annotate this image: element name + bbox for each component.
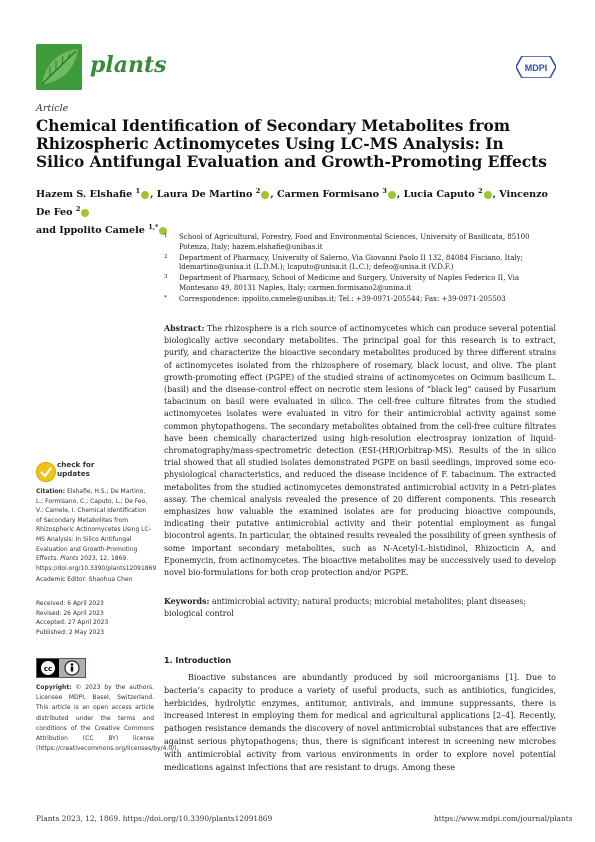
affiliation-item [164, 295, 556, 305]
check-for-updates-button[interactable] [57, 461, 94, 478]
abstract [164, 323, 556, 579]
check-updates-line1: check for [57, 460, 95, 469]
affiliation-number: 1 [164, 233, 168, 239]
journal-logo [36, 44, 82, 90]
affiliation-number: 2 [164, 253, 168, 260]
affiliation-number: * [164, 294, 167, 301]
affiliation-text: School of Agricultural, Forestry, Food and Environmental Sciences, University of Basilicata, 85100 Potenza, Italy; hazem.elshafie@unibas.it [179, 233, 530, 251]
paper-title: Chemical Identification of Secondary Metabolites from Rhizospheric Actinomycetes Using LC-MS Analysis: In Silico Antifungal Evaluation and Growth-Promoting Effects [36, 117, 547, 171]
check-updates-line2: updates [57, 468, 90, 478]
author-sup: 3 [382, 187, 387, 195]
citation-label: Citation: [36, 488, 66, 495]
svg-text:cc: cc [43, 665, 53, 673]
keywords-label: Keywords: [164, 597, 210, 606]
mdpi-text: MDPI [524, 63, 548, 73]
correspondence-text: Correspondence: ippolito.camele@unibas.it; Tel.: +39-0971-205544; Fax: +39-0971-205503 [179, 294, 506, 303]
academic-editor: Academic Editor: Shaohua Chen [36, 576, 133, 583]
revised-date: Revised: 26 April 2023 [36, 609, 104, 617]
abstract-label: Abstract: [164, 324, 205, 333]
affiliation-text: Department of Pharmacy, University of Salerno, Via Giovanni Paolo II 132, 84084 Fisciano, Italy; ldemartino@unisa.it (L.D.M.); lcaputo@unisa.it (L.C.); defeo@unisa.it (V.D.F.) [179, 253, 523, 272]
author-name: Lucia Caputo [403, 189, 475, 201]
author-conjunction: and [36, 225, 56, 237]
affiliation-item [164, 254, 556, 274]
mdpi-logo [516, 56, 556, 78]
footer-citation: Plants 2023, 12, 1869. https://doi.org/10.3390/plants12091869 [36, 814, 273, 823]
author-sup: 2 [75, 205, 81, 214]
section-heading: 1. Introduction [164, 656, 232, 665]
copyright-block [36, 683, 179, 754]
orcid-icon[interactable] [81, 209, 89, 217]
received-date: Received: 6 April 2023 [36, 600, 104, 607]
author-name: Ippolito Camele [59, 225, 145, 237]
accepted-date: Accepted: 27 April 2023 [36, 619, 109, 627]
copyright-label: Copyright: [36, 684, 72, 691]
cc-by-license-icon[interactable] [36, 658, 86, 678]
keywords-text: antimicrobial activity; natural products; microbial metabolites; plant diseases; biological control [164, 597, 526, 619]
author-name: Carmen Formisano [277, 189, 380, 201]
copyright-text: © 2023 by the authors. Licensee MDPI, Basel, Switzerland. This article is an open access article distributed under the terms and conditions of the Creative Commons Attribution (CC BY) license (https://creativecommons.org/licenses/by/4.0/). [36, 684, 179, 753]
citation-doi-link[interactable]: https://doi.org/10.3390/plants12091869 [36, 564, 157, 572]
orcid-icon[interactable] [484, 191, 492, 199]
author-sup: 1 [135, 187, 141, 195]
author-list: Hazem S. Elshafie $^1$ , Laura De Martino $^2$ , Carmen Formisano $^3$ , Lucia Caputo $^2$ , Vincenzo De Feo $^2$ and Ippolito Camele $^{1,*}$ [36, 187, 548, 237]
article-type: Article [36, 103, 69, 114]
author-name: Laura De Martino [156, 189, 253, 201]
affiliation-item [164, 233, 556, 253]
citation-volume: 2023, 12, 1869. [80, 555, 129, 563]
date-list [36, 599, 154, 637]
leaf-icon [36, 44, 82, 90]
affiliation-item [164, 274, 556, 294]
journal-name: plants [90, 52, 167, 78]
author-sup: 2 [478, 187, 483, 195]
citation-text: Elshafie, H.S.; De Martino, L.; Formisano, C.; Caputo, L.; De Feo, V.; Camele, I. Chemical Identification of Secondary Metabolites from Rhizospheric Actinomycetes Using LC-MS Analysis: In Silico Antifungal Evaluation and Growth-Promoting Effects. [36, 488, 151, 563]
abstract-text: The rhizosphere is a rich source of actinomycetes which can produce several potential biologically active secondary metabolites. The principal goal for this research is to extract, purify, and characterize the bioactive secondary metabolites produced by three different strains of actinomycetes isolated from the rhizosphere of rosemary, black locust, and olive. The plant growth-promoting effect (PGPE) of the studied strains of actinomycetes on Ocimum basilicum L. (basil) and the disease-control effect on necrotic stem lesions of “black leg” caused by Fusarium tabacinum on basil were evaluated in silico. The cell-free culture filtrates from the studied actinomycetes isolates were evaluated in vitro for their antimicrobial activity against some common phytopathogens. The secondary metabolites obtained from the cell-free culture filtrates have been chemically characterized using high-resolution electrospray ionization of liquid-chromatography/mass-spectrometric detection (ESI-(HR)Orbitrap-MS). Results of the in silico trial showed that all studied isolates demonstrated PGPE on basil seedlings, improved some eco-physiological characteristics, and reduced the disease incidence of F. tabacinum. The extracted metabolites from the studied actinomycetes demonstrated antimicrobial activity in a Petri-plates assay. The chemical analysis revealed the presence of 20 different components. This research emphasizes how valuable the examined isolates are for producing bioactive compounds, indicating their putative antimicrobial activity and their potential employment as fungal biocontrol agents. In particular, the obtained results revealed the possibility of green synthesis of some important secondary metabolites, such as N-Acetyl-L-histidinol, Rhizocticin A, and Eponemycin, from actinomycetes. The bioactive metabolites may be successively used to develop novel bio-formulations for both crop protection and/or PGPE. [164, 324, 556, 578]
introduction-text: Bioactive substances are abundantly produced by soil microorganisms [1]. Due to bacteria’s capacity to produce a variety of useful products, such as antibiotics, fungicides, herbicides, hydrolytic enzymes, antitumor, antivirals, and immune suppressants, there is increased interest in employing them for medical and agricultural applications [2–4]. Recently, pathogen resistance demands the discovery of novel antimicrobial substances that are effective against serious phytopathogens; thus, there is significant interest in screening new microbes with antimicrobial activity from various environments in order to explore novel potential medications against infections that are resistant to drugs. Among these [164, 673, 556, 772]
orcid-icon[interactable] [141, 191, 149, 199]
check-for-updates-icon[interactable] [36, 462, 56, 482]
citation-block [36, 487, 157, 573]
footer-journal-url[interactable]: https://www.mdpi.com/journal/plants [434, 814, 573, 823]
citation-journal: Plants [60, 555, 79, 563]
published-date: Published: 2 May 2023 [36, 628, 105, 636]
author-sup: 2 [255, 187, 261, 195]
affiliations [164, 233, 556, 306]
keywords [164, 596, 556, 620]
affiliation-text: Department of Pharmacy, School of Medicine and Surgery, University of Naples Federico II, Via Montesano 49, 80131 Naples, Italy; carmen.formisano2@unina.it [179, 274, 519, 292]
affiliation-number: 3 [164, 274, 168, 281]
orcid-icon[interactable] [388, 191, 396, 199]
author-name: Hazem S. Elshafie [36, 189, 133, 201]
author-sup: 1,* [148, 223, 159, 232]
orcid-icon[interactable] [261, 191, 269, 199]
author-name: Vincenzo De Feo [36, 189, 548, 219]
